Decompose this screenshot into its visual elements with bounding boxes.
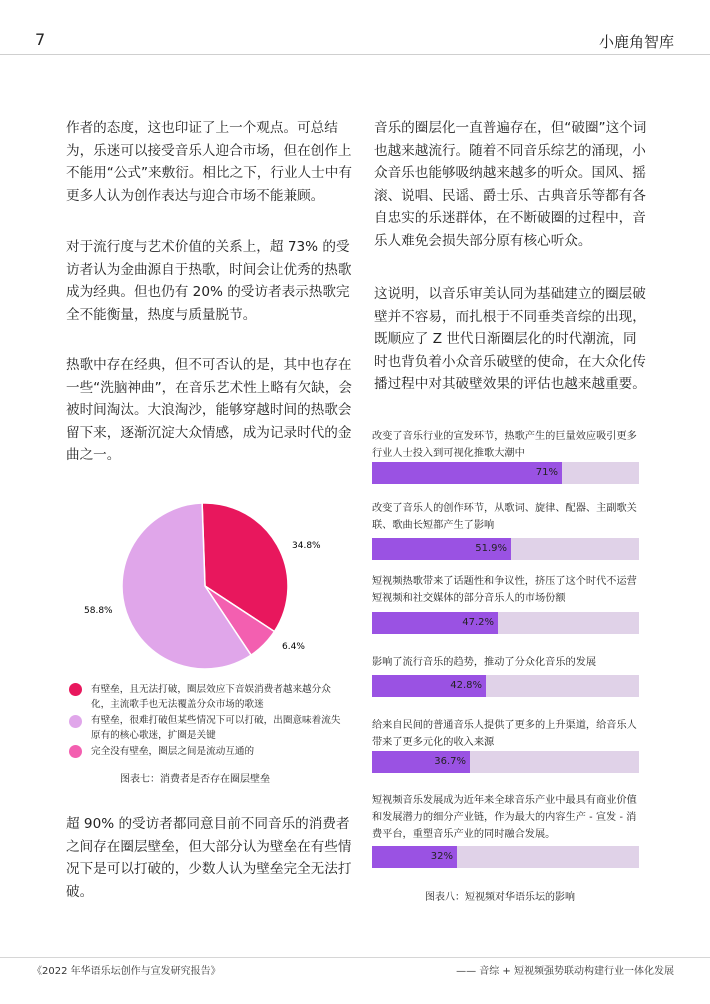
bar-track-5 xyxy=(372,751,639,773)
legend-dot-3 xyxy=(69,745,82,758)
legend-text-1: 有壁垒，且无法打破，圈层效应下音娱消费者越来越分众化，主流歌手也无法覆盖分众市场的歌迷 xyxy=(91,684,331,710)
bar-value-1: 71% xyxy=(535,467,558,478)
legend-text-2: 有壁垒，很难打破但某些情况下可以打破，出圈意味着流失原有的核心歌迷，扩圈是关键 xyxy=(91,715,341,741)
left-paragraph-2: 对于流行度与艺术价值的关系上，超 73% 的受访者认为金曲源自于热歌，时间会让优秀的热歌成为经典。但也仍有 20% 的受访者表示热歌完全不能衡量，热度与质量脱节。 xyxy=(66,239,352,323)
right-paragraph-2: 这说明，以音乐审美认同为基础建立的圈层破壁并不容易，而扎根于不同垂类音综的出现，既顺应了 Z 世代日渐圈层化的时代潮流，同时也背负着小众音乐破壁的使命，在大众化传播过程中对其破壁效果的评估也越来越重要。 xyxy=(374,286,646,392)
bar-value-6: 32% xyxy=(430,851,453,862)
bar-label-6: 短视频音乐发展成为近年来全球音乐产业中最具有商业价值和发展潜力的细分产业链，作为最大的内容生产 - 宣发 - 消费平台，重塑音乐产业的同时融合发展。 xyxy=(372,795,637,840)
bar-caption: 图表八：短视频对华语乐坛的影响 xyxy=(425,892,575,903)
right-paragraph-1: 音乐的圈层化一直普遍存在，但“破圈”这个词也越来越流行。随着不同音乐综艺的涌现，小众音乐也能够吸纳越来越多的听众。国风、摇滚、说唱、民谣、爵士乐、古典音乐等都有各自忠实的乐迷群体，在不断破圈的过程中，音乐人难免会损失部分原有核心听众。 xyxy=(374,120,647,249)
footer-divider xyxy=(0,957,710,958)
bar-value-3: 47.2% xyxy=(462,617,494,628)
legend-text-3: 完全没有壁垒，圈层之间是流动互通的 xyxy=(91,746,255,757)
bar-track-1 xyxy=(372,462,639,484)
left-paragraph-1: 作者的态度，这也印证了上一个观点。可总结为，乐迷可以接受音乐人迎合市场，但在创作上不能用“公式”来敷衍。相比之下，行业人士中有更多人认为创作表达与迎合市场不能兼顾。 xyxy=(66,120,352,204)
legend-dot-2 xyxy=(69,715,82,728)
bar-track-6 xyxy=(372,846,639,868)
bar-label-3: 短视频热歌带来了话题性和争议性，挤压了这个时代不运营短视频和社交媒体的部分音乐人的市场份额 xyxy=(372,576,637,604)
bar-track-3 xyxy=(372,612,639,634)
bar-label-5: 给来自民间的普通音乐人提供了更多的上升渠道，给音乐人带来了更多元化的收入来源 xyxy=(372,720,637,748)
bar-track-2 xyxy=(372,538,639,560)
footer-section-title: —— 音综 + 短视频强势联动构建行业一体化发展 xyxy=(456,966,674,977)
pie-caption: 图表七：消费者是否存在圈层壁垒 xyxy=(120,774,270,785)
header-divider xyxy=(0,54,710,55)
legend-dot-1 xyxy=(69,683,82,696)
footer-report-title: 《2022 年华语乐坛创作与宣发研究报告》 xyxy=(32,966,221,977)
pie-slices xyxy=(122,503,288,669)
bar-label-1: 改变了音乐行业的宣发环节，热歌产生的巨量效应吸引更多行业人士投入到可视化推歌大潮中 xyxy=(372,431,637,459)
pie-label-34-8: 34.8% xyxy=(292,541,321,551)
left-paragraph-3: 热歌中存在经典，但不可否认的是，其中也存在一些“洗脑神曲”，在音乐艺术性上略有欠缺，会被时间淘汰。大浪淘沙，能够穿越时间的热歌会留下来，逐渐沉淀大众情感，成为记录时代的金曲之一。 xyxy=(66,357,352,463)
bar-label-4: 影响了流行音乐的趋势，推动了分众化音乐的发展 xyxy=(372,657,597,668)
bar-value-5: 36.7% xyxy=(434,756,466,767)
left-paragraph-4: 超 90% 的受访者都同意目前不同音乐的消费者之间存在圈层壁垒，但大部分认为壁垒在有些情况下是可以打破的，少数人认为壁垒完全无法打破。 xyxy=(66,816,352,900)
page-number: 7 xyxy=(35,30,46,49)
pie-label-58-8: 58.8% xyxy=(84,606,113,616)
bar-track-4 xyxy=(372,675,639,697)
pie-label-6-4: 6.4% xyxy=(282,642,305,652)
bar-value-2: 51.9% xyxy=(475,543,507,554)
bar-value-4: 42.8% xyxy=(450,680,482,691)
brand-name: 小鹿角智库 xyxy=(598,33,674,51)
pie-chart xyxy=(60,490,360,680)
bar-label-2: 改变了音乐人的创作环节，从歌词、旋律、配器、主副歌关联、歌曲长短都产生了影响 xyxy=(372,503,637,531)
